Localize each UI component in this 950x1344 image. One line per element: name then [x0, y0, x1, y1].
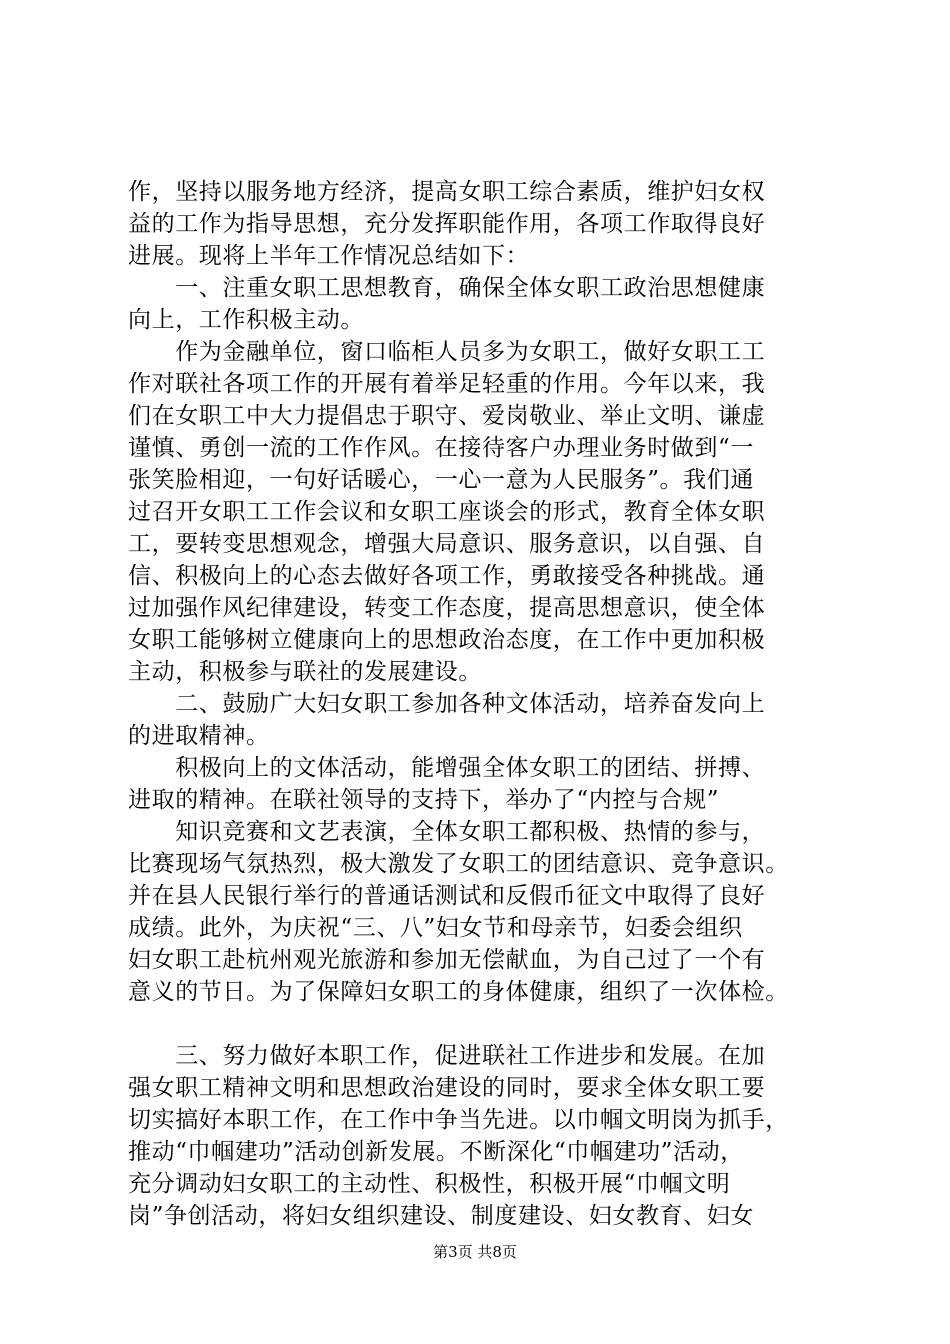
text-line: 充分调动妇女职工的主动性、积极性，积极开展“巾帼文明 — [128, 1171, 731, 1197]
text-line: 成绩。此外，为庆祝“三、八”妇女节和母亲节，妇委会组织 — [128, 915, 743, 941]
text-line: 强女职工精神文明和思想政治建设的同时，要求全体女职工要 — [128, 1075, 766, 1101]
text-line: 知识竞赛和文艺表演，全体女职工都积极、热情的参与， — [128, 819, 766, 845]
text-line: 谨慎、勇创一流的工作作风。在接待客户办理业务时做到“一 — [128, 435, 754, 461]
text-line: 信、积极向上的心态去做好各项工作，勇敢接受各种挑战。通 — [128, 563, 766, 589]
text-line: 二、鼓励广大妇女职工参加各种文体活动，培养奋发向上 — [128, 691, 766, 717]
text-line: 益的工作为指导思想，充分发挥职能作用，各项工作取得良好 — [128, 211, 766, 237]
text-line: 工，要转变思想观念，增强大局意识、服务意识，以自强、自 — [128, 531, 766, 557]
text-line: 作，坚持以服务地方经济，提高女职工综合素质，维护妇女权 — [128, 179, 766, 205]
text-line: 作为金融单位，窗口临柜人员多为女职工，做好女职工工 — [128, 339, 766, 365]
text-line: 妇女职工赴杭州观光旅游和参加无偿献血，为自己过了一个有 — [128, 947, 766, 973]
body-text — [128, 176, 828, 1232]
text-line: 推动“巾帼建功”活动创新发展。不断深化“巾帼建功”活动， — [128, 1139, 744, 1165]
text-line: 并在县人民银行举行的普通话测试和反假币征文中取得了良好 — [128, 883, 766, 909]
text-line: 过加强作风纪律建设，转变工作态度，提高思想意识，使全体 — [128, 595, 766, 621]
page-number-footer: 第3页 共8页 — [433, 1243, 517, 1261]
text-line: 的进取精神。 — [128, 723, 270, 749]
text-line: 比赛现场气氛热烈，极大激发了女职工的团结意识、竞争意识。 — [128, 851, 789, 877]
text-line: 进展。现将上半年工作情况总结如下： — [128, 243, 530, 269]
text-line: 过召开女职工工作会议和女职工座谈会的形式，教育全体女职 — [128, 499, 766, 525]
text-line: 主动，积极参与联社的发展建设。 — [128, 659, 482, 685]
text-line: 积极向上的文体活动，能增强全体女职工的团结、拼搏、 — [128, 755, 766, 781]
text-line: 岗”争创活动，将妇女组织建设、制度建设、妇女教育、妇女 — [128, 1203, 754, 1229]
text-line: 进取的精神。在联社领导的支持下，举办了“内控与合规” — [128, 787, 720, 813]
text-line: 向上，工作积极主动。 — [128, 307, 364, 333]
text-block-1 — [128, 176, 828, 1008]
text-line: 意义的节日。为了保障妇女职工的身体健康，组织了一次体检。 — [128, 979, 789, 1005]
text-line: 一、注重女职工思想教育，确保全体女职工政治思想健康 — [128, 275, 766, 301]
text-line: 三、努力做好本职工作，促进联社工作进步和发展。在加 — [128, 1043, 766, 1069]
text-line: 作对联社各项工作的开展有着举足轻重的作用。今年以来，我 — [128, 371, 766, 397]
text-line: 女职工能够树立健康向上的思想政治态度，在工作中更加积极 — [128, 627, 766, 653]
text-line: 张笑脸相迎，一句好话暖心，一心一意为人民服务”。我们通 — [128, 467, 754, 493]
text-line: 们在女职工中大力提倡忠于职守、爱岗敬业、举止文明、谦虚 — [128, 403, 766, 429]
text-line: 切实搞好本职工作，在工作中争当先进。以巾帼文明岗为抓手， — [128, 1107, 789, 1133]
paragraph-gap — [128, 1008, 828, 1040]
text-block-2 — [128, 1040, 828, 1232]
